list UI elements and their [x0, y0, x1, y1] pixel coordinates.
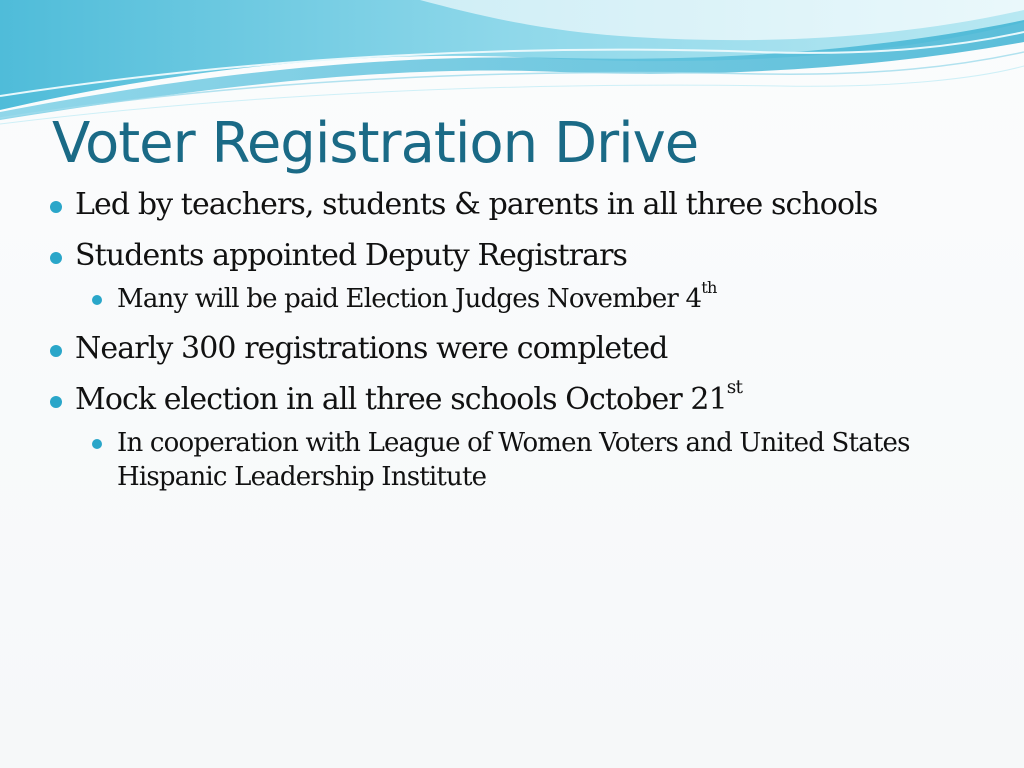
bullet-text: Mock election in all three schools October 21	[75, 382, 727, 417]
bullet-dot-icon	[50, 396, 62, 408]
slide-title: Voter Registration Drive	[52, 111, 699, 176]
bullet-text: Many will be paid Election Judges November 4	[117, 284, 702, 314]
bullet-dot-icon	[50, 201, 62, 213]
bullet-item	[48, 377, 1008, 419]
bullet-text: Led by teachers, students & parents in all three schools	[75, 187, 878, 222]
bullet-dot-icon	[92, 295, 102, 305]
bullet-dot-icon	[92, 439, 102, 449]
bullet-text: Nearly 300 registrations were completed	[75, 331, 668, 366]
bullet-list	[48, 186, 1008, 508]
bullet-item	[48, 330, 1008, 368]
sub-bullet-item	[48, 426, 1008, 494]
bullet-item	[48, 186, 1008, 224]
bullet-dot-icon	[50, 252, 62, 264]
bullet-item	[48, 237, 1008, 275]
bullet-text: Students appointed Deputy Registrars	[75, 238, 628, 273]
sub-bullet-item	[48, 278, 1008, 316]
bullet-dot-icon	[50, 345, 62, 357]
ordinal-suffix: th	[701, 278, 717, 298]
bullet-text: In cooperation with League of Women Voters and United States Hispanic Leadership Institute	[117, 428, 910, 492]
ordinal-suffix: st	[726, 377, 743, 399]
